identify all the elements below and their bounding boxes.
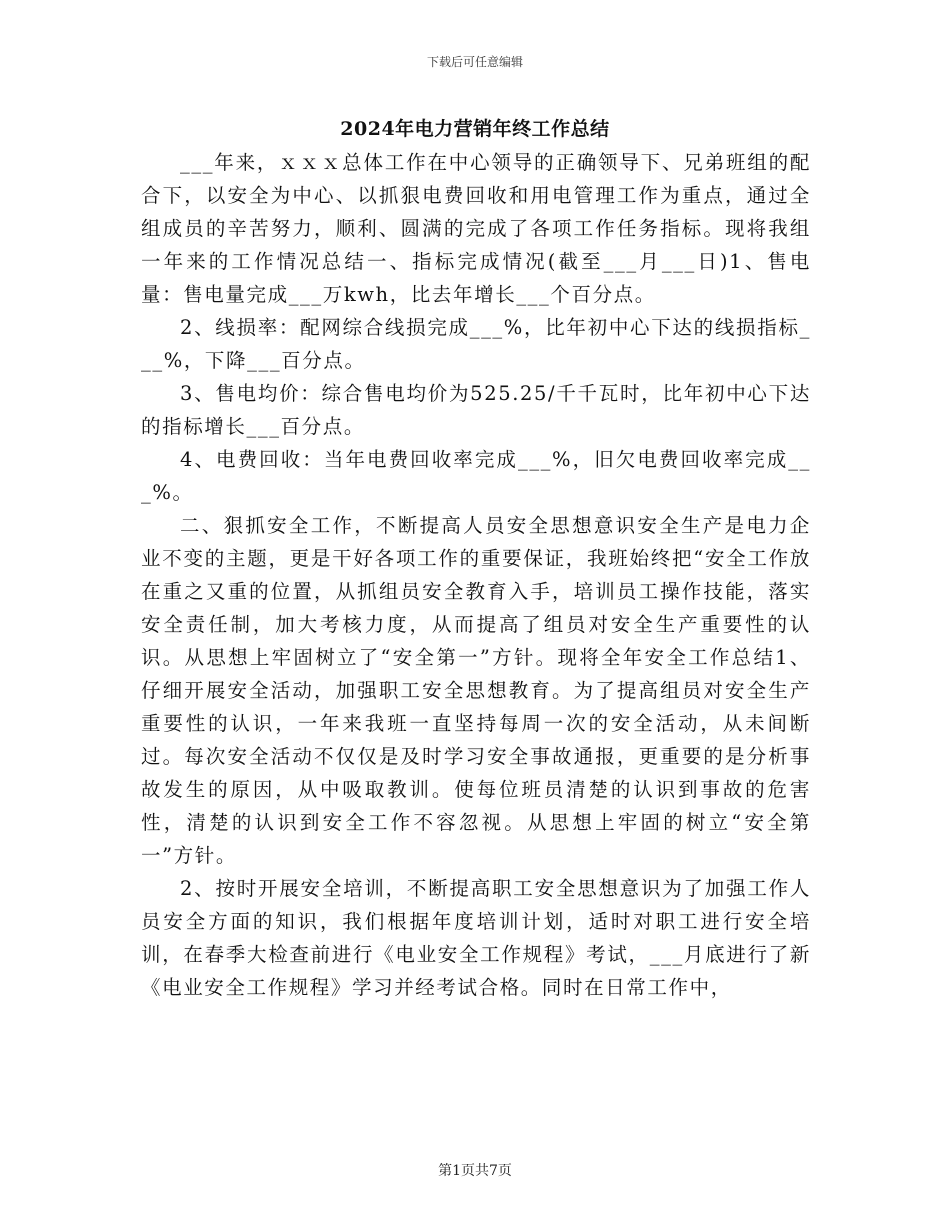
document-title: 2024年电力营销年终工作总结 — [340, 118, 610, 140]
paragraph-average-price: 3、售电均价：综合售电均价为525.25/千千瓦时，比年初中心下达的指标增长___百分点。 — [141, 382, 811, 438]
paragraph-safety-training: 2、按时开展安全培训，不断提高职工安全思想意识为了加强工作人员安全方面的知识，我们根据年度培训计划，适时对职工进行安全培训，在春季大检查前进行《电业安全工作规程》考试，___月底进行了新《电业安全工作规程》学习并经考试合格。同时在日常工作中， — [141, 877, 811, 999]
page-header-note: 下载后可任意编辑 — [426, 55, 523, 69]
paragraph-fee-recovery: 4、电费回收：当年电费回收率完成___%，旧欠电费回收率完成___%。 — [141, 448, 811, 504]
paragraph-safety-work: 二、狠抓安全工作，不断提高人员安全思想意识安全生产是电力企业不变的主题，更是干好各项工作的重要保证，我班始终把“安全工作放在重之又重的位置，从抓组员安全教育入手，培训员工操作技能，落实安全责任制，加大考核力度，从而提高了组员对安全生产重要性的认识。从思想上牢固树立了“安全第一”方针。现将全年安全工作总结1、仔细开展安全活动，加强职工安全思想教育。为了提高组员对安全生产重要性的认识，一年来我班一直坚持每周一次的安全活动，从未间断过。每次安全活动不仅仅是及时学习安全事故通报，更重要的是分析事故发生的原因，从中吸取教训。使每位班员清楚的认识到事故的危害性，清楚的认识到安全工作不容忽视。从思想上牢固的树立“安全第一”方针。 — [141, 514, 811, 867]
paragraph-line-loss: 2、线损率：配网综合线损完成___%，比年初中心下达的线损指标___%，下降___百分点。 — [141, 316, 811, 372]
paragraph-intro: ___年来，ｘｘｘ总体工作在中心领导的正确领导下、兄弟班组的配合下，以安全为中心、以抓狠电费回收和用电管理工作为重点，通过全组成员的辛苦努力，顺利、圆满的完成了各项工作任务指标。现将我组一年来的工作情况总结一、指标完成情况(截至___月___日)1、售电量：售电量完成___万kwh，比去年增长___个百分点。 — [141, 151, 811, 306]
document-body — [141, 146, 811, 1004]
page-number: 第1页共7页 — [438, 1163, 512, 1179]
